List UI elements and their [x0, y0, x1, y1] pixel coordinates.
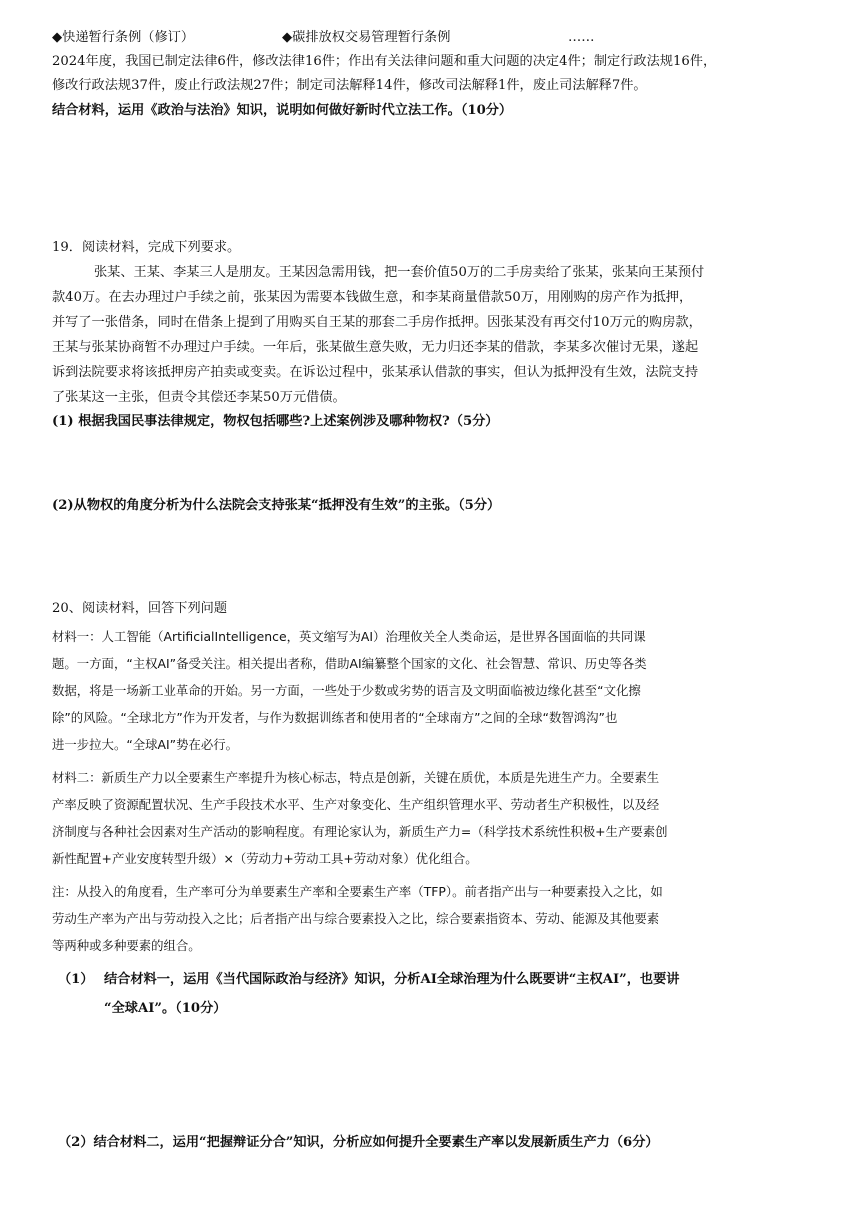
legislation-stats-line-1: 2024年度，我国已制定法律6件，修改法律16件；作出有关法律问题和重大问题的决定4件；制定行政法规16件， [52, 54, 717, 69]
question-20-title: 20、阅读材料，回答下列问题 [52, 601, 228, 616]
q19-material-line: 了张某这一主张，但责令其偿还李某50万元借债。 [52, 390, 346, 405]
q20-material-2-line: 产率反映了资源配置状况、生产手段技术水平、生产对象变化、生产组织管理水平、劳动者生产积极性，以及经 [52, 797, 660, 812]
q20-material-1-line: 数据，将是一场新工业革命的开始。另一方面，一些处于少数或劣势的语言及文明面临被边缘化甚至“文化擦 [52, 683, 641, 698]
q19-material-line: 王某与张某协商暂不办理过户手续。一年后，张某做生意失败，无力归还李某的借款，李某多次催讨无果，遂起 [52, 340, 699, 355]
q19-subquestion-1: (1) 根据我国民事法律规定，物权包括哪些?上述案例涉及哪种物权?（5分） [52, 414, 499, 429]
q20-note-line: 注：从投入的角度看，生产率可分为单要素生产率和全要素生产率（TFP）。前者指产出与一种要素投入之比，如 [52, 884, 663, 899]
q19-material-line: 并写了一张借条，同时在借条上提到了用购买自王某的那套二手房作抵押。因张某没有再交付10万元的购房款， [52, 315, 702, 330]
list-item-express-regulation: ◆快递暂行条例（修订） [52, 30, 195, 45]
legislation-stats-line-2: 修改行政法规37件，废止行政法规27件；制定司法解释14件，修改司法解释1件，废止司法解释7件。 [52, 78, 647, 93]
q20-note-line: 等两种或多种要素的组合。 [52, 938, 201, 953]
q19-material-line: 张某、王某、李某三人是朋友。王某因急需用钱，把一套价值50万的二手房卖给了张某，张某向王某预付 [94, 265, 705, 280]
q20-material-1-line: 除”的风险。“全球北方”作为开发者，与作为数据训练者和使用者的“全球南方”之间的全球“数智鸿沟”也 [52, 710, 618, 725]
q19-subquestion-2: (2)从物权的角度分析为什么法院会支持张某“抵押没有生效”的主张。（5分） [52, 498, 501, 513]
q20-material-2-line: 材料二：新质生产力以全要素生产率提升为核心标志，特点是创新，关键在质优，本质是先进生产力。全要素生 [52, 770, 660, 785]
q19-material-line: 诉到法院要求将该抵押房产拍卖或变卖。在诉讼过程中，张某承认借款的事实，但认为抵押没有生效，法院支持 [52, 365, 699, 380]
list-item-carbon-regulation: ◆碳排放权交易管理暂行条例 [282, 30, 451, 45]
q20-subquestion-2: （2）结合材料二，运用“把握辩证分合”知识，分析应如何提升全要素生产率以发展新质生产力（6分） [58, 1135, 659, 1150]
q20-material-1-line: 题。一方面，“主权AI”备受关注。相关提出者称，借助AI编纂整个国家的文化、社会智慧、常识、历史等各类 [52, 656, 647, 671]
q20-material-1-line: 进一步拉大。“全球AI”势在必行。 [52, 737, 239, 752]
list-ellipsis: …… [568, 30, 595, 45]
q19-material-line: 款40万。在去办理过户手续之前，张某因为需要本钱做生意，和李某商量借款50万，用刚购的房产作为抵押， [52, 290, 693, 305]
q20-material-1-line: 材料一：人工智能（ArtificialIntelligence，英文缩写为AI）治理攸关全人类命运，是世界各国面临的共同课 [52, 629, 646, 644]
q20-note-line: 劳动生产率为产出与劳动投入之比；后者指产出与综合要素投入之比，综合要素指资本、劳动、能源及其他要素 [52, 911, 660, 926]
q20-subquestion-1-number: （1） [58, 972, 94, 987]
q20-material-2-line: 济制度与各种社会因素对生产活动的影响程度。有理论家认为，新质生产力=（科学技术系统性积极+生产要素创 [52, 824, 668, 839]
q20-subquestion-1-line-1: 结合材料一，运用《当代国际政治与经济》知识，分析AI全球治理为什么既要讲“主权AI”，也要讲 [104, 972, 680, 987]
q20-material-2-line: 新性配置+产业安度转型升级）×（劳动力+劳动工具+劳动对象）优化组合。 [52, 851, 478, 866]
q20-subquestion-1-line-2: “全球AI”。（10分） [104, 1001, 227, 1016]
question-19-title: 19．阅读材料，完成下列要求。 [52, 240, 241, 255]
question-18-prompt: 结合材料，运用《政治与法治》知识，说明如何做好新时代立法工作。（10分） [52, 103, 513, 118]
